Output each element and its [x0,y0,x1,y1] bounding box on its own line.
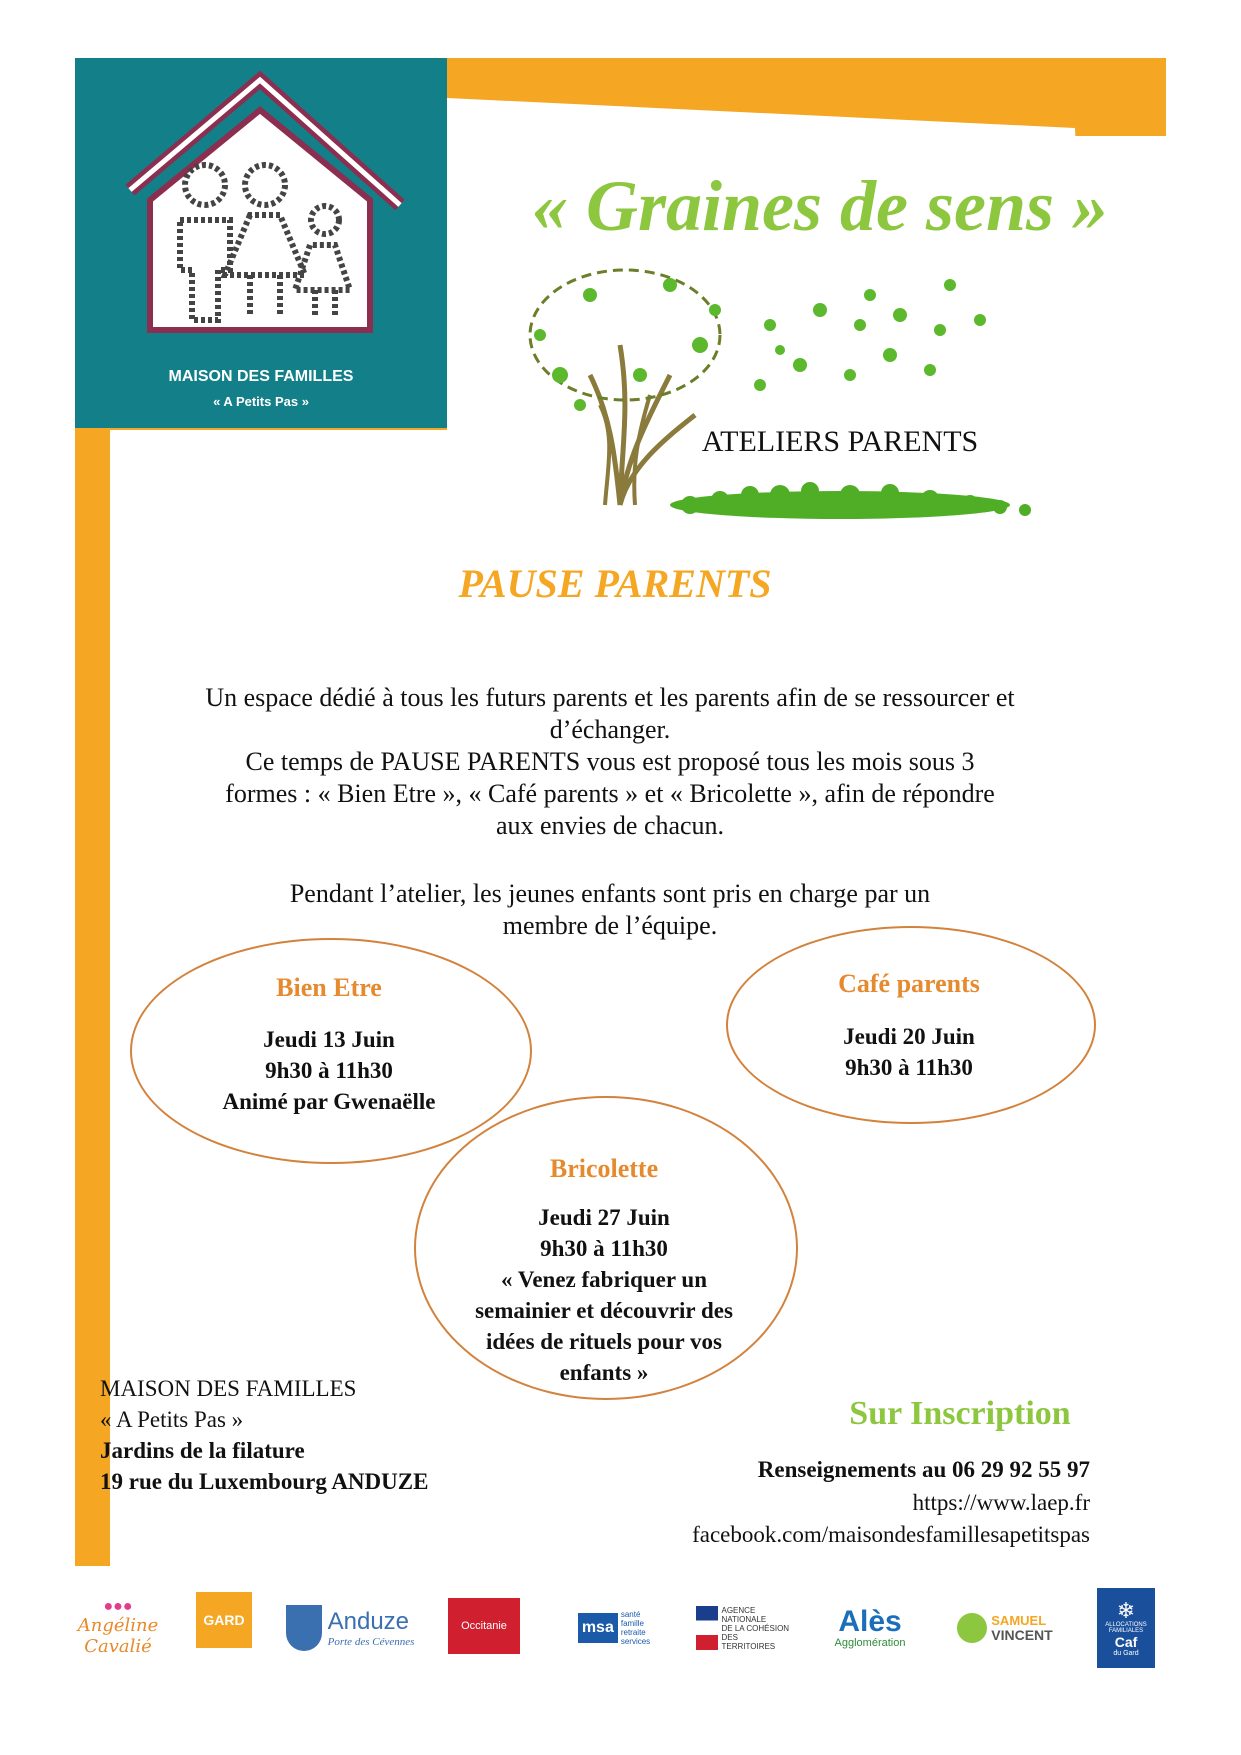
house-family-icon [110,70,420,350]
msa-line-1: santé [620,1610,641,1619]
phone-info: Renseignements au 06 29 92 55 97 [757,1457,1090,1482]
section-title: PAUSE PARENTS [458,561,772,606]
bricolette-desc-1: « Venez fabriquer un [501,1267,707,1292]
bricolette-desc-2: semainier et découvrir des [475,1298,733,1323]
intro-line-1: Un espace dédié à tous les futurs parents et les parents afin de se ressourcer et [205,683,1015,712]
logo-org-name: MAISON DES FAMILLES [168,368,354,385]
ales-tagline: Agglomération [834,1637,906,1649]
msa-logo: msa [578,1613,618,1643]
samuel-line-2: VINCENT [991,1627,1053,1643]
cafe-time: 9h30 à 11h30 [845,1055,973,1080]
caf-tagline: du Gard [1113,1649,1139,1657]
tree-illustration [520,255,1040,535]
samuel-vincent-ball-icon [957,1613,987,1643]
partner-gard [196,1592,252,1648]
anct-line-3: DE LA COHÉSION [721,1623,790,1633]
partner-ales [820,1582,920,1674]
intro-line-2: d’échanger. [549,715,671,744]
bien-etre-title: Bien Etre [276,973,382,1002]
anduze-shield-icon [286,1605,322,1651]
inscription-label: Sur Inscription [849,1395,1071,1432]
caf-name: Caf [1114,1633,1138,1650]
anct-line-1: AGENCE [721,1605,756,1615]
anduze-tagline: Porte des Cévennes [327,1636,415,1648]
occitanie-label: Occitanie [461,1620,507,1632]
anct-line-2: NATIONALE [721,1614,767,1624]
samuel-line-1: SAMUEL [991,1613,1047,1628]
partner-caf [1097,1588,1155,1668]
caf-line-1: ALLOCATIONS [1105,1621,1147,1628]
partner-anct [696,1582,792,1674]
partner-occitanie [448,1598,520,1654]
bricolette-desc-4: enfants » [559,1360,649,1385]
partner-samuel-vincent [955,1582,1055,1674]
msa-line-4: services [620,1637,651,1646]
msa-line-2: famille [620,1619,644,1628]
msa-line-3: retraite [620,1628,646,1637]
gard-label: GARD [203,1612,245,1628]
angeline-line-2: Cavalié [84,1636,152,1657]
bricolette-desc-3: idées de rituels pour vos [486,1329,722,1354]
bien-etre-time: 9h30 à 11h30 [265,1058,393,1083]
facebook-link[interactable]: facebook.com/maisondesfamillesapetitspas [692,1522,1090,1547]
bricolette-title: Bricolette [549,1154,659,1183]
intro-line-4: formes : « Bien Etre », « Café parents » et « Bricolette », afin de répondre [225,779,995,808]
angeline-people-icon: ●●● [103,1598,133,1615]
anduze-name: Anduze [327,1608,410,1635]
intro-line-7: membre de l’équipe. [502,911,718,940]
address-line-4: 19 rue du Luxembourg ANDUZE [100,1469,429,1494]
bien-etre-note: Animé par Gwenaëlle [222,1089,436,1114]
angeline-line-1: Angéline [77,1615,159,1636]
address-line-1: MAISON DES FAMILLES [100,1376,357,1401]
marianne-flag-icon [696,1606,718,1650]
anct-line-4: DES TERRITOIRES [721,1632,776,1651]
cafe-title: Café parents [838,969,980,998]
ales-name: Alès [838,1605,902,1638]
cafe-date: Jeudi 20 Juin [843,1024,975,1049]
partner-anduze [280,1582,420,1674]
partner-msa [570,1582,658,1674]
bricolette-date: Jeudi 27 Juin [538,1205,670,1230]
intro-line-6: Pendant l’atelier, les jeunes enfants sont pris en charge par un [289,879,931,908]
bricolette-time: 9h30 à 11h30 [540,1236,668,1261]
address-line-3: Jardins de la filature [100,1438,305,1463]
caf-snowflake-icon: ❄ [1116,1597,1136,1623]
bien-etre-date: Jeudi 13 Juin [263,1027,395,1052]
caf-line-2: FAMILIALES [1108,1627,1144,1634]
intro-line-3: Ce temps de PAUSE PARENTS vous est proposé tous les mois sous 3 [245,747,975,776]
intro-line-5: aux envies de chacun. [495,811,725,840]
subtitle: ATELIERS PARENTS [701,425,979,458]
partner-angeline-cavalie [78,1582,158,1674]
address-line-2: « A Petits Pas » [100,1407,244,1432]
logo-tagline: « A Petits Pas » [213,394,309,409]
page-title: « Graines de sens » [531,166,1109,246]
website-link[interactable]: https://www.laep.fr [912,1490,1090,1515]
